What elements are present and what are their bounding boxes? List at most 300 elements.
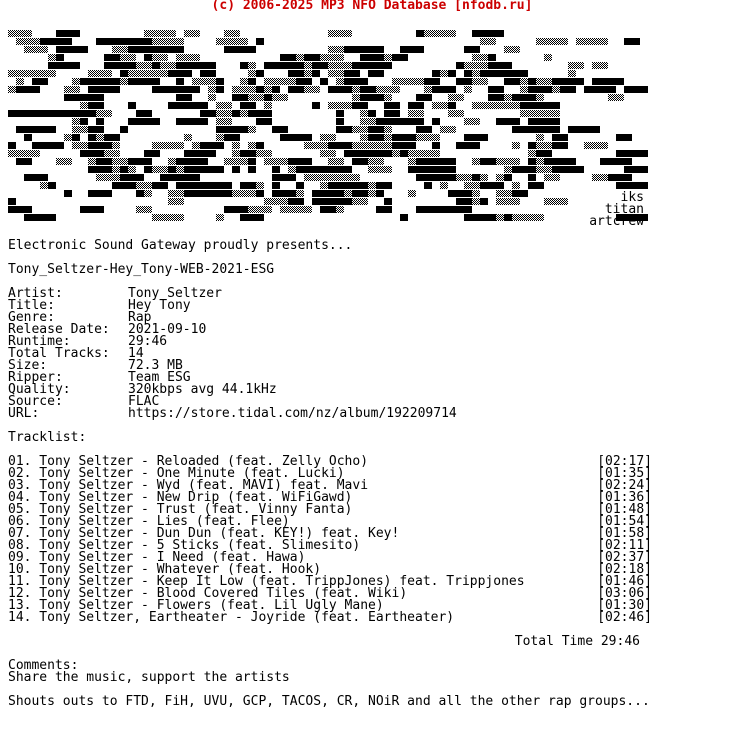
- logo-block: [328, 158, 344, 165]
- logo-block: [384, 166, 392, 173]
- logo-block: [256, 70, 264, 77]
- track-title: 05. Tony Seltzer - Trust (feat. Vinny Fanta): [8, 502, 353, 517]
- logo-block: [64, 30, 80, 37]
- logo-block: [272, 166, 280, 173]
- logo-block: [48, 182, 56, 189]
- logo-block: [616, 182, 648, 189]
- logo-block: [448, 86, 456, 93]
- logo-block: [448, 110, 464, 117]
- logo-block: [360, 182, 368, 189]
- logo-block: [376, 150, 384, 157]
- logo-block: [72, 142, 80, 149]
- logo-block: [344, 182, 352, 189]
- logo-block: [240, 62, 248, 69]
- logo-block: [480, 158, 496, 165]
- logo-block: [224, 38, 248, 45]
- logo-block: [56, 158, 72, 165]
- logo-block: [352, 86, 360, 93]
- logo-block: [528, 118, 536, 125]
- track-duration: [01:35]: [597, 466, 652, 481]
- track-title: 13. Tony Seltzer - Flowers (feat. Lil Ugly Mane): [8, 598, 384, 613]
- logo-block: [312, 190, 320, 197]
- logo-block: [360, 86, 376, 93]
- track-duration: [01:48]: [597, 502, 652, 517]
- logo-block: [512, 46, 520, 53]
- logo-block: [360, 62, 392, 69]
- logo-block: [240, 110, 248, 117]
- logo-block: [464, 198, 480, 205]
- track-duration: [02:11]: [597, 538, 652, 553]
- logo-block: [248, 158, 256, 165]
- logo-block: [272, 86, 280, 93]
- comments-label: Comments:: [8, 658, 79, 673]
- logo-block: [472, 30, 504, 37]
- logo-block: [280, 62, 288, 69]
- logo-block: [496, 118, 520, 125]
- logo-block: [384, 110, 392, 117]
- tracklist-label: Tracklist:: [8, 430, 87, 445]
- logo-block: [400, 214, 408, 221]
- logo-block: [120, 62, 136, 69]
- logo-block: [544, 86, 560, 93]
- logo-block: [256, 118, 272, 125]
- logo-block: [192, 62, 200, 69]
- logo-block: [376, 118, 392, 125]
- logo-block: [80, 110, 96, 117]
- logo-block: [488, 102, 520, 109]
- logo-block: [304, 70, 312, 77]
- logo-block: [240, 78, 248, 85]
- logo-block: [176, 102, 184, 109]
- logo-block: [552, 134, 568, 141]
- logo-block: [360, 150, 368, 157]
- track-duration: [02:24]: [597, 478, 652, 493]
- logo-block: [144, 46, 160, 53]
- logo-block: [288, 70, 296, 77]
- logo-block: [488, 54, 496, 61]
- logo-block: [416, 158, 424, 165]
- logo-block: [248, 166, 256, 173]
- logo-block: [48, 54, 56, 61]
- info-value: Tony Seltzer: [128, 286, 222, 301]
- info-key: Title:: [8, 298, 55, 313]
- logo-block: [384, 86, 400, 93]
- logo-block: [520, 190, 528, 197]
- logo-block: [432, 174, 440, 181]
- logo-block: [456, 174, 464, 181]
- logo-block: [256, 190, 264, 197]
- logo-block: [424, 30, 456, 37]
- logo-block: [32, 78, 48, 85]
- tracklist: [8, 456, 652, 624]
- logo-block: [120, 46, 128, 53]
- logo-block: [72, 126, 80, 133]
- logo-block: [384, 206, 392, 213]
- logo-block: [200, 78, 208, 85]
- track-duration: [02:37]: [597, 550, 652, 565]
- info-row: [8, 360, 457, 372]
- logo-block: [296, 158, 312, 165]
- logo-block: [208, 150, 216, 157]
- logo-block: [368, 166, 376, 173]
- logo-block: [40, 38, 72, 45]
- logo-block: [160, 38, 184, 45]
- logo-block: [360, 94, 368, 101]
- logo-block: [120, 182, 128, 189]
- info-value: Team ESG: [128, 370, 191, 385]
- logo-block: [216, 78, 224, 85]
- logo-block: [328, 62, 336, 69]
- info-row: [8, 300, 457, 312]
- logo-block: [376, 158, 384, 165]
- track-duration: [01:36]: [597, 490, 652, 505]
- logo-block: [376, 166, 384, 173]
- logo-block: [120, 126, 128, 133]
- info-key: Genre:: [8, 310, 55, 325]
- logo-block: [440, 126, 456, 133]
- logo-block: [144, 54, 152, 61]
- release-name: Tony_Seltzer-Hey_Tony-WEB-2021-ESG: [8, 262, 275, 277]
- track-duration: [01:30]: [597, 598, 652, 613]
- logo-block: [128, 166, 136, 173]
- logo-block: [344, 78, 352, 85]
- logo-block: [328, 86, 336, 93]
- logo-block: [272, 198, 280, 205]
- logo-block: [352, 70, 360, 77]
- logo-block: [152, 70, 160, 77]
- logo-block: [192, 158, 200, 165]
- info-key: URL:: [8, 406, 40, 421]
- logo-block: [216, 102, 232, 109]
- track-title: 02. Tony Seltzer - One Minute (feat. Lucki): [8, 466, 345, 481]
- logo-block: [528, 174, 536, 181]
- logo-block: [624, 86, 648, 93]
- info-value: FLAC: [128, 394, 160, 409]
- logo-block: [384, 94, 392, 101]
- logo-block: [16, 86, 40, 93]
- logo-block: [272, 62, 280, 69]
- logo-block: [512, 70, 520, 77]
- logo-block: [240, 214, 264, 221]
- logo-block: [368, 182, 376, 189]
- logo-block: [136, 190, 144, 197]
- logo-block: [352, 174, 360, 181]
- logo-block: [368, 70, 384, 77]
- logo-block: [112, 86, 120, 93]
- logo-block: [536, 166, 544, 173]
- logo-block: [584, 142, 608, 149]
- logo-block: [344, 174, 352, 181]
- logo-block: [464, 214, 496, 221]
- logo-block: [336, 62, 352, 69]
- logo-block: [496, 86, 504, 93]
- logo-block: [24, 174, 48, 181]
- logo-block: [256, 38, 264, 45]
- copyright-header: (c) 2006-2025 MP3 NFO Database [nfodb.ru]: [211, 0, 533, 13]
- logo-block: [216, 118, 232, 125]
- logo-block: [528, 150, 536, 157]
- logo-block: [568, 70, 576, 77]
- logo-block: [216, 86, 224, 93]
- logo-block: [320, 182, 328, 189]
- logo-block: [248, 126, 256, 133]
- logo-block: [552, 78, 584, 85]
- logo-block: [96, 174, 104, 181]
- logo-block: [480, 78, 488, 85]
- logo-block: [240, 86, 248, 93]
- logo-block: [440, 158, 456, 165]
- logo-block: [120, 166, 128, 173]
- logo-block: [184, 86, 200, 93]
- logo-block: [128, 38, 152, 45]
- logo-block: [464, 118, 480, 125]
- logo-block: [360, 134, 368, 141]
- logo-block: [128, 78, 144, 85]
- logo-block: [24, 214, 56, 221]
- logo-block: [232, 142, 240, 149]
- logo-block: [248, 182, 264, 189]
- logo-block: [424, 78, 440, 85]
- logo-block: [456, 142, 480, 149]
- logo-block: [448, 206, 472, 213]
- logo-block: [320, 134, 336, 141]
- logo-block: [400, 134, 408, 141]
- logo-block: [432, 118, 440, 125]
- logo-block: [24, 134, 32, 141]
- logo-block: [232, 150, 240, 157]
- logo-block: [240, 94, 248, 101]
- logo-block: [80, 150, 88, 157]
- logo-block: [448, 102, 456, 109]
- logo-block: [312, 70, 320, 77]
- logo-block: [32, 70, 56, 77]
- logo-block: [320, 150, 336, 157]
- logo-block: [160, 174, 168, 181]
- logo-block: [352, 150, 360, 157]
- logo-block: [8, 206, 32, 213]
- logo-block: [192, 78, 200, 85]
- logo-block: [248, 78, 256, 85]
- logo-block: [448, 94, 464, 101]
- track-duration: [01:46]: [597, 574, 652, 589]
- info-row: [8, 384, 457, 396]
- logo-block: [400, 150, 408, 157]
- track-title: 08. Tony Seltzer - 5 Sticks (feat. Slimesito): [8, 538, 361, 553]
- logo-block: [168, 190, 184, 197]
- logo-block: [152, 86, 184, 93]
- logo-block: [240, 126, 248, 133]
- logo-block: [464, 70, 472, 77]
- logo-block: [344, 198, 352, 205]
- track-duration: [02:18]: [597, 562, 652, 577]
- logo-block: [416, 134, 424, 141]
- logo-block: [176, 118, 208, 125]
- logo-block: [352, 62, 360, 69]
- logo-block: [464, 62, 480, 69]
- logo-block: [240, 102, 248, 109]
- logo-block: [568, 62, 584, 69]
- logo-block: [280, 206, 296, 213]
- info-value: 320kbps avg 44.1kHz: [128, 382, 277, 397]
- logo-block: [552, 142, 568, 149]
- logo-block: [480, 38, 496, 45]
- info-row: [8, 348, 457, 360]
- logo-block: [72, 78, 80, 85]
- logo-block: [224, 30, 240, 37]
- track-duration: [02:46]: [597, 610, 652, 625]
- logo-block: [272, 190, 280, 197]
- logo-block: [176, 94, 192, 101]
- logo-block: [272, 126, 288, 133]
- logo-block: [128, 158, 136, 165]
- logo-block: [192, 166, 200, 173]
- logo-block: [424, 158, 440, 165]
- logo-block: [104, 150, 120, 157]
- logo-block: [472, 190, 480, 197]
- logo-block: [224, 206, 248, 213]
- logo-block: [304, 78, 312, 85]
- logo-block: [152, 182, 168, 189]
- info-key: Quality:: [8, 382, 71, 397]
- logo-block: [392, 54, 408, 61]
- total-time: Total Time 29:46: [514, 634, 640, 649]
- logo-block: [544, 150, 552, 157]
- logo-block: [104, 142, 120, 149]
- logo-block: [568, 158, 576, 165]
- track-title: 04. Tony Seltzer - New Drip (feat. WiFiGawd): [8, 490, 353, 505]
- logo-block: [296, 198, 304, 205]
- logo-block: [616, 134, 632, 141]
- logo-block: [264, 102, 272, 109]
- logo-block: [208, 94, 216, 101]
- logo-block: [16, 126, 24, 133]
- logo-block: [504, 190, 512, 197]
- logo-block: [152, 214, 184, 221]
- track-duration: [02:17]: [597, 454, 652, 469]
- logo-block: [168, 166, 176, 173]
- logo-block: [344, 166, 352, 173]
- logo-block: [336, 30, 352, 37]
- logo-block: [120, 158, 128, 165]
- logo-block: [200, 102, 208, 109]
- logo-block: [512, 126, 536, 133]
- release-info: [8, 288, 457, 420]
- logo-block: [248, 70, 256, 77]
- logo-block: [368, 54, 392, 61]
- logo-block: [288, 190, 304, 197]
- logo-block: [288, 174, 296, 181]
- logo-block: [136, 158, 152, 165]
- logo-block: [8, 110, 32, 117]
- logo-block: [88, 150, 104, 157]
- logo-block: [456, 78, 472, 85]
- track-duration: [03:06]: [597, 586, 652, 601]
- esg-ascii-logo: [8, 20, 648, 230]
- info-url[interactable]: https://store.tidal.com/nz/album/192209714: [128, 406, 457, 421]
- logo-block: [216, 182, 232, 189]
- logo-block: [536, 142, 544, 149]
- logo-block: [280, 198, 288, 205]
- logo-block: [80, 142, 88, 149]
- logo-block: [64, 86, 80, 93]
- logo-block: [280, 78, 288, 85]
- track-duration: [01:54]: [597, 514, 652, 529]
- logo-block: [192, 54, 200, 61]
- logo-block: [104, 70, 112, 77]
- logo-block: [416, 206, 448, 213]
- logo-block: [176, 54, 192, 61]
- logo-block: [464, 46, 480, 53]
- logo-block: [528, 214, 544, 221]
- track-title: 09. Tony Seltzer - I Need (feat. Hawa): [8, 550, 306, 565]
- logo-block: [368, 142, 376, 149]
- logo-block: [248, 62, 256, 69]
- logo-block: [232, 94, 240, 101]
- credit-artcrew: artcrew: [589, 214, 644, 229]
- logo-block: [560, 86, 576, 93]
- logo-block: [376, 190, 384, 197]
- info-row: [8, 324, 457, 336]
- logo-block: [504, 78, 520, 85]
- logo-block: [168, 174, 176, 181]
- logo-block: [96, 102, 104, 109]
- logo-block: [80, 78, 88, 85]
- logo-block: [8, 86, 16, 93]
- logo-block: [144, 150, 160, 157]
- logo-block: [160, 46, 168, 53]
- logo-block: [536, 134, 544, 141]
- logo-block: [8, 150, 40, 157]
- logo-block: [104, 158, 112, 165]
- logo-block: [328, 54, 344, 61]
- logo-block: [440, 86, 448, 93]
- info-value: 2021-09-10: [128, 322, 207, 337]
- logo-block: [376, 46, 384, 53]
- logo-block: [528, 166, 536, 173]
- logo-block: [224, 158, 232, 165]
- logo-block: [496, 174, 504, 181]
- logo-block: [208, 166, 224, 173]
- logo-block: [392, 102, 400, 109]
- logo-block: [552, 110, 560, 117]
- logo-block: [152, 54, 168, 61]
- logo-block: [192, 142, 200, 149]
- logo-block: [232, 110, 240, 117]
- track-title: 12. Tony Seltzer - Blood Covered Tiles (feat. Wiki): [8, 586, 408, 601]
- logo-block: [456, 62, 464, 69]
- logo-block: [176, 46, 184, 53]
- logo-block: [216, 214, 224, 221]
- track-title: 06. Tony Seltzer - Lies (feat. Flee): [8, 514, 290, 529]
- logo-block: [408, 166, 416, 173]
- logo-block: [408, 190, 416, 197]
- logo-block: [288, 158, 296, 165]
- logo-block: [264, 158, 280, 165]
- logo-block: [440, 182, 448, 189]
- logo-block: [88, 86, 104, 93]
- logo-block: [128, 102, 136, 109]
- info-row: [8, 288, 457, 300]
- logo-block: [400, 46, 424, 53]
- logo-block: [432, 142, 440, 149]
- logo-block: [392, 110, 400, 117]
- logo-block: [384, 150, 392, 157]
- logo-block: [312, 54, 320, 61]
- logo-block: [88, 126, 104, 133]
- logo-block: [520, 86, 528, 93]
- logo-block: [152, 166, 160, 173]
- logo-block: [448, 166, 456, 173]
